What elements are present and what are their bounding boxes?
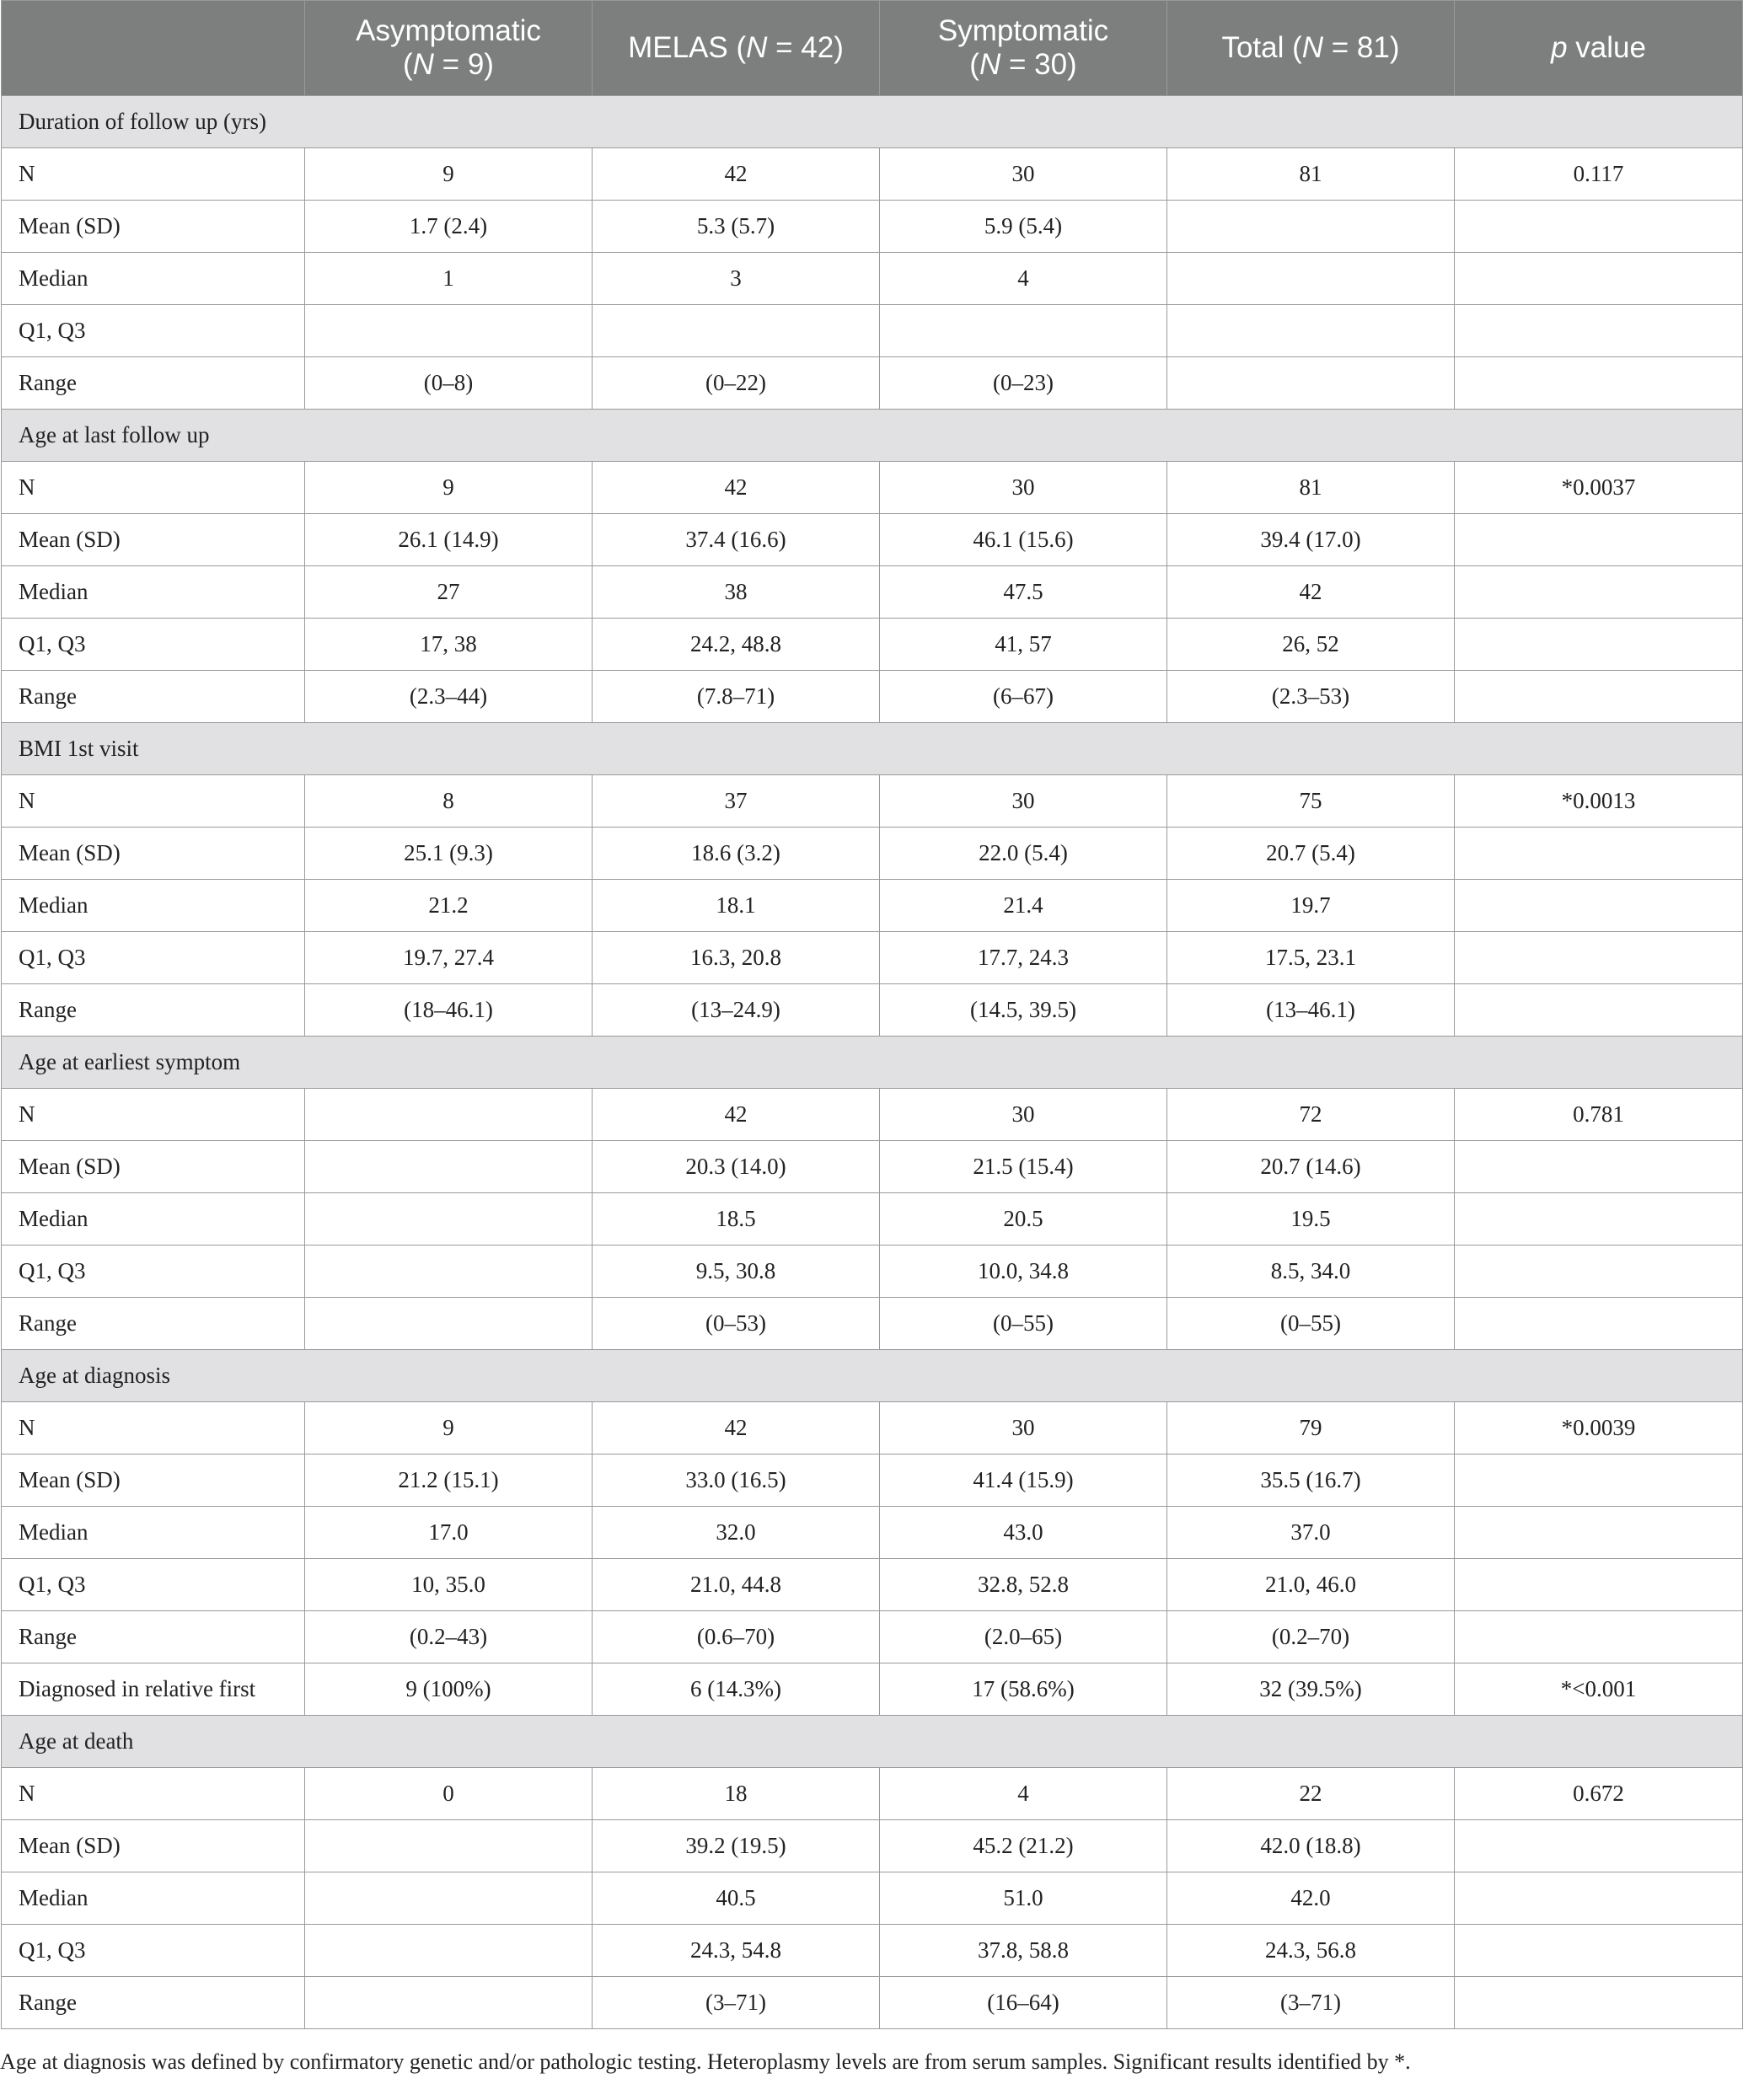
row-label: N bbox=[2, 1402, 305, 1454]
p-value-cell bbox=[1455, 357, 1743, 410]
section-title: Duration of follow up (yrs) bbox=[2, 96, 1743, 148]
table-cell: 79 bbox=[1167, 1402, 1455, 1454]
table-cell: (13–24.9) bbox=[593, 984, 880, 1037]
table-cell: 16.3, 20.8 bbox=[593, 932, 880, 984]
header-cell bbox=[593, 1, 880, 96]
table-cell: 5.3 (5.7) bbox=[593, 201, 880, 253]
p-value-cell bbox=[1455, 253, 1743, 305]
table-cell: 81 bbox=[1167, 148, 1455, 201]
header-cell bbox=[305, 1, 593, 96]
row-label: N bbox=[2, 1089, 305, 1141]
table-cell: 30 bbox=[880, 462, 1167, 514]
table-cell: 1 bbox=[305, 253, 593, 305]
header-sublabel: (N = 9) bbox=[403, 48, 494, 81]
table-cell bbox=[1167, 253, 1455, 305]
table-cell: 21.2 (15.1) bbox=[305, 1454, 593, 1507]
table-cell: (2.3–53) bbox=[1167, 671, 1455, 723]
row-label: N bbox=[2, 1768, 305, 1820]
table-cell: 18.1 bbox=[593, 880, 880, 932]
p-value-cell: *0.0039 bbox=[1455, 1402, 1743, 1454]
section-title: Age at diagnosis bbox=[2, 1350, 1743, 1402]
table-cell: 17 (58.6%) bbox=[880, 1663, 1167, 1716]
row-label: Range bbox=[2, 1298, 305, 1350]
table-cell: 30 bbox=[880, 775, 1167, 828]
table-cell bbox=[305, 1246, 593, 1298]
row-label: Mean (SD) bbox=[2, 514, 305, 566]
section-title: BMI 1st visit bbox=[2, 723, 1743, 775]
p-value-cell bbox=[1455, 514, 1743, 566]
table-cell: 30 bbox=[880, 1402, 1167, 1454]
row-label: Median bbox=[2, 1507, 305, 1559]
table-header bbox=[2, 1, 1743, 96]
p-value-cell bbox=[1455, 932, 1743, 984]
row-label: N bbox=[2, 148, 305, 201]
table-row bbox=[2, 1559, 1743, 1611]
table-row bbox=[2, 1402, 1743, 1454]
table-cell: (0–22) bbox=[593, 357, 880, 410]
table-cell: 24.3, 54.8 bbox=[593, 1925, 880, 1977]
table-cell: 8.5, 34.0 bbox=[1167, 1246, 1455, 1298]
table-cell: (16–64) bbox=[880, 1977, 1167, 2029]
table-row bbox=[2, 253, 1743, 305]
table-cell: 10, 35.0 bbox=[305, 1559, 593, 1611]
p-value-cell bbox=[1455, 1507, 1743, 1559]
table-cell: 42 bbox=[593, 148, 880, 201]
row-label: Range bbox=[2, 671, 305, 723]
table-cell bbox=[880, 305, 1167, 357]
section-row bbox=[2, 96, 1743, 148]
table-cell bbox=[305, 1872, 593, 1925]
table-cell: 9 bbox=[305, 1402, 593, 1454]
table-cell: 45.2 (21.2) bbox=[880, 1820, 1167, 1872]
p-value-cell bbox=[1455, 671, 1743, 723]
table-row bbox=[2, 514, 1743, 566]
row-label: Median bbox=[2, 253, 305, 305]
p-value-cell: *0.0013 bbox=[1455, 775, 1743, 828]
table-cell: 6 (14.3%) bbox=[593, 1663, 880, 1716]
p-value-cell bbox=[1455, 1454, 1743, 1507]
table-cell: 41.4 (15.9) bbox=[880, 1454, 1167, 1507]
table-cell: 21.0, 44.8 bbox=[593, 1559, 880, 1611]
table-cell: 37 bbox=[593, 775, 880, 828]
row-label: Range bbox=[2, 984, 305, 1037]
header-cell bbox=[880, 1, 1167, 96]
table-cell: 4 bbox=[880, 1768, 1167, 1820]
table-cell: 35.5 (16.7) bbox=[1167, 1454, 1455, 1507]
table-row bbox=[2, 357, 1743, 410]
table-cell: 46.1 (15.6) bbox=[880, 514, 1167, 566]
row-label: Range bbox=[2, 1977, 305, 2029]
table-cell: 39.4 (17.0) bbox=[1167, 514, 1455, 566]
table-cell: 42 bbox=[593, 1402, 880, 1454]
table-cell: 9 bbox=[305, 462, 593, 514]
table-cell: 81 bbox=[1167, 462, 1455, 514]
table-cell: (0–55) bbox=[1167, 1298, 1455, 1350]
row-label: N bbox=[2, 775, 305, 828]
table-row bbox=[2, 1872, 1743, 1925]
table-cell: 24.2, 48.8 bbox=[593, 619, 880, 671]
p-value-cell bbox=[1455, 828, 1743, 880]
row-label: Q1, Q3 bbox=[2, 1246, 305, 1298]
table-cell: 17.0 bbox=[305, 1507, 593, 1559]
table-cell: 20.7 (14.6) bbox=[1167, 1141, 1455, 1193]
table-cell: 37.4 (16.6) bbox=[593, 514, 880, 566]
table-cell bbox=[1167, 357, 1455, 410]
p-value-cell bbox=[1455, 880, 1743, 932]
table-cell: 10.0, 34.8 bbox=[880, 1246, 1167, 1298]
table-row bbox=[2, 1454, 1743, 1507]
table-cell: 9.5, 30.8 bbox=[593, 1246, 880, 1298]
table-cell: 42 bbox=[593, 1089, 880, 1141]
table-row bbox=[2, 1507, 1743, 1559]
table-body bbox=[2, 96, 1743, 2029]
table-cell: 33.0 (16.5) bbox=[593, 1454, 880, 1507]
table-cell: 19.7 bbox=[1167, 880, 1455, 932]
table-cell: 22 bbox=[1167, 1768, 1455, 1820]
p-value-cell bbox=[1455, 1193, 1743, 1246]
row-label: Median bbox=[2, 880, 305, 932]
table-row bbox=[2, 305, 1743, 357]
table-cell: 40.5 bbox=[593, 1872, 880, 1925]
table-row bbox=[2, 1193, 1743, 1246]
section-row bbox=[2, 1716, 1743, 1768]
section-row bbox=[2, 410, 1743, 462]
header-row bbox=[2, 1, 1743, 96]
table-cell: (0–53) bbox=[593, 1298, 880, 1350]
p-value-cell bbox=[1455, 984, 1743, 1037]
table-cell: 32.8, 52.8 bbox=[880, 1559, 1167, 1611]
row-label: Mean (SD) bbox=[2, 1141, 305, 1193]
row-label: Range bbox=[2, 1611, 305, 1663]
table-cell: 1.7 (2.4) bbox=[305, 201, 593, 253]
table-cell bbox=[305, 1141, 593, 1193]
table-cell: 4 bbox=[880, 253, 1167, 305]
table-cell: (3–71) bbox=[593, 1977, 880, 2029]
table-row bbox=[2, 1820, 1743, 1872]
table-cell: 39.2 (19.5) bbox=[593, 1820, 880, 1872]
row-label: Q1, Q3 bbox=[2, 1925, 305, 1977]
row-label: Q1, Q3 bbox=[2, 1559, 305, 1611]
p-value-cell bbox=[1455, 1298, 1743, 1350]
data-table bbox=[1, 0, 1743, 2029]
table-cell bbox=[305, 1089, 593, 1141]
section-title: Age at last follow up bbox=[2, 410, 1743, 462]
row-label: N bbox=[2, 462, 305, 514]
table-cell: 18 bbox=[593, 1768, 880, 1820]
section-title: Age at earliest symptom bbox=[2, 1037, 1743, 1089]
p-value-cell bbox=[1455, 1559, 1743, 1611]
table-cell: 32 (39.5%) bbox=[1167, 1663, 1455, 1716]
section-row bbox=[2, 723, 1743, 775]
header-label: Total (N = 81) bbox=[1221, 31, 1400, 64]
header-label: MELAS (N = 42) bbox=[628, 31, 844, 64]
table-cell: (2.0–65) bbox=[880, 1611, 1167, 1663]
table-cell: (3–71) bbox=[1167, 1977, 1455, 2029]
table-row bbox=[2, 148, 1743, 201]
table-cell: 17.5, 23.1 bbox=[1167, 932, 1455, 984]
table-row bbox=[2, 932, 1743, 984]
p-value-cell: 0.672 bbox=[1455, 1768, 1743, 1820]
row-label: Mean (SD) bbox=[2, 828, 305, 880]
table-cell: 43.0 bbox=[880, 1507, 1167, 1559]
header-sublabel: (N = 30) bbox=[969, 48, 1077, 81]
table-row bbox=[2, 201, 1743, 253]
row-label: Median bbox=[2, 566, 305, 619]
table-cell bbox=[305, 1925, 593, 1977]
header-label: Asymptomatic bbox=[356, 14, 541, 47]
table-cell: (13–46.1) bbox=[1167, 984, 1455, 1037]
row-label: Q1, Q3 bbox=[2, 305, 305, 357]
table-row bbox=[2, 1141, 1743, 1193]
table-cell: 27 bbox=[305, 566, 593, 619]
table-cell: 37.8, 58.8 bbox=[880, 1925, 1167, 1977]
table-row bbox=[2, 1977, 1743, 2029]
table-cell bbox=[305, 305, 593, 357]
table-cell: 26.1 (14.9) bbox=[305, 514, 593, 566]
table-cell: 42 bbox=[593, 462, 880, 514]
table-cell: 21.5 (15.4) bbox=[880, 1141, 1167, 1193]
table-cell: 26, 52 bbox=[1167, 619, 1455, 671]
table-cell: (7.8–71) bbox=[593, 671, 880, 723]
table-cell bbox=[593, 305, 880, 357]
table-cell bbox=[305, 1298, 593, 1350]
row-label: Range bbox=[2, 357, 305, 410]
row-label: Median bbox=[2, 1872, 305, 1925]
table-cell: 47.5 bbox=[880, 566, 1167, 619]
p-value-cell bbox=[1455, 1246, 1743, 1298]
table-row bbox=[2, 1925, 1743, 1977]
row-label: Mean (SD) bbox=[2, 201, 305, 253]
table-cell: 18.6 (3.2) bbox=[593, 828, 880, 880]
table-cell: 5.9 (5.4) bbox=[880, 201, 1167, 253]
table-cell: 20.7 (5.4) bbox=[1167, 828, 1455, 880]
row-label: Q1, Q3 bbox=[2, 932, 305, 984]
table-row bbox=[2, 619, 1743, 671]
row-label: Q1, Q3 bbox=[2, 619, 305, 671]
table-row bbox=[2, 462, 1743, 514]
table-row bbox=[2, 984, 1743, 1037]
table-cell: 41, 57 bbox=[880, 619, 1167, 671]
table-cell: 21.4 bbox=[880, 880, 1167, 932]
table-row bbox=[2, 1663, 1743, 1716]
table-cell: 21.0, 46.0 bbox=[1167, 1559, 1455, 1611]
table-cell bbox=[1167, 305, 1455, 357]
table-cell: (0.6–70) bbox=[593, 1611, 880, 1663]
table-cell: (0–55) bbox=[880, 1298, 1167, 1350]
header-label: Symptomatic bbox=[937, 14, 1109, 47]
table-cell bbox=[1167, 201, 1455, 253]
header-cell bbox=[1167, 1, 1455, 96]
section-row bbox=[2, 1037, 1743, 1089]
table-row bbox=[2, 775, 1743, 828]
p-value-cell bbox=[1455, 1611, 1743, 1663]
row-label: Mean (SD) bbox=[2, 1820, 305, 1872]
table-cell: 19.7, 27.4 bbox=[305, 932, 593, 984]
p-value-cell bbox=[1455, 1820, 1743, 1872]
table-cell: (0.2–43) bbox=[305, 1611, 593, 1663]
table-cell: 22.0 (5.4) bbox=[880, 828, 1167, 880]
table-cell: 51.0 bbox=[880, 1872, 1167, 1925]
table-row bbox=[2, 828, 1743, 880]
p-value-cell bbox=[1455, 201, 1743, 253]
p-value-cell bbox=[1455, 1925, 1743, 1977]
p-value-cell bbox=[1455, 305, 1743, 357]
table-cell: 21.2 bbox=[305, 880, 593, 932]
p-value-cell bbox=[1455, 1977, 1743, 2029]
table-cell: (14.5, 39.5) bbox=[880, 984, 1167, 1037]
table-cell: 3 bbox=[593, 253, 880, 305]
table-cell: 17, 38 bbox=[305, 619, 593, 671]
row-label: Mean (SD) bbox=[2, 1454, 305, 1507]
table-cell: (0–23) bbox=[880, 357, 1167, 410]
table-cell: (0.2–70) bbox=[1167, 1611, 1455, 1663]
table-row bbox=[2, 1611, 1743, 1663]
table-cell: 20.3 (14.0) bbox=[593, 1141, 880, 1193]
table-row bbox=[2, 1768, 1743, 1820]
p-value-cell bbox=[1455, 619, 1743, 671]
table-cell: 32.0 bbox=[593, 1507, 880, 1559]
table-row bbox=[2, 1089, 1743, 1141]
table-cell: 72 bbox=[1167, 1089, 1455, 1141]
table-cell: 30 bbox=[880, 1089, 1167, 1141]
row-label: Diagnosed in relative first bbox=[2, 1663, 305, 1716]
table-cell: 38 bbox=[593, 566, 880, 619]
table-cell: (18–46.1) bbox=[305, 984, 593, 1037]
section-title: Age at death bbox=[2, 1716, 1743, 1768]
table-cell: (0–8) bbox=[305, 357, 593, 410]
header-label: p value bbox=[1551, 31, 1646, 64]
table-cell: 42.0 (18.8) bbox=[1167, 1820, 1455, 1872]
table-cell: 42 bbox=[1167, 566, 1455, 619]
table-cell bbox=[305, 1820, 593, 1872]
table-cell: 19.5 bbox=[1167, 1193, 1455, 1246]
table-cell bbox=[305, 1977, 593, 2029]
table-row bbox=[2, 671, 1743, 723]
table-cell bbox=[305, 1193, 593, 1246]
table-row bbox=[2, 880, 1743, 932]
table-cell: (6–67) bbox=[880, 671, 1167, 723]
p-value-cell bbox=[1455, 1141, 1743, 1193]
table-cell: 8 bbox=[305, 775, 593, 828]
row-label: Median bbox=[2, 1193, 305, 1246]
table-cell: (2.3–44) bbox=[305, 671, 593, 723]
header-cell-empty bbox=[2, 1, 305, 96]
table-cell: 20.5 bbox=[880, 1193, 1167, 1246]
table-cell: 9 bbox=[305, 148, 593, 201]
p-value-cell: 0.117 bbox=[1455, 148, 1743, 201]
p-value-cell: *<0.001 bbox=[1455, 1663, 1743, 1716]
table-cell: 75 bbox=[1167, 775, 1455, 828]
table-footnote: Age at diagnosis was defined by confirmatory genetic and/or pathologic testing. Heteroplasmy levels are from serum samples. Significant results identified by *. bbox=[0, 2049, 1411, 2074]
table-cell: 24.3, 56.8 bbox=[1167, 1925, 1455, 1977]
p-value-cell bbox=[1455, 566, 1743, 619]
p-value-cell: 0.781 bbox=[1455, 1089, 1743, 1141]
table-cell: 17.7, 24.3 bbox=[880, 932, 1167, 984]
table-cell: 25.1 (9.3) bbox=[305, 828, 593, 880]
p-value-cell: *0.0037 bbox=[1455, 462, 1743, 514]
table-cell: 30 bbox=[880, 148, 1167, 201]
section-row bbox=[2, 1350, 1743, 1402]
table-row bbox=[2, 1298, 1743, 1350]
header-cell bbox=[1455, 1, 1743, 96]
table-cell: 18.5 bbox=[593, 1193, 880, 1246]
table-row bbox=[2, 1246, 1743, 1298]
table-cell: 9 (100%) bbox=[305, 1663, 593, 1716]
table-cell: 0 bbox=[305, 1768, 593, 1820]
p-value-cell bbox=[1455, 1872, 1743, 1925]
table-cell: 37.0 bbox=[1167, 1507, 1455, 1559]
table-row bbox=[2, 566, 1743, 619]
table-cell: 42.0 bbox=[1167, 1872, 1455, 1925]
